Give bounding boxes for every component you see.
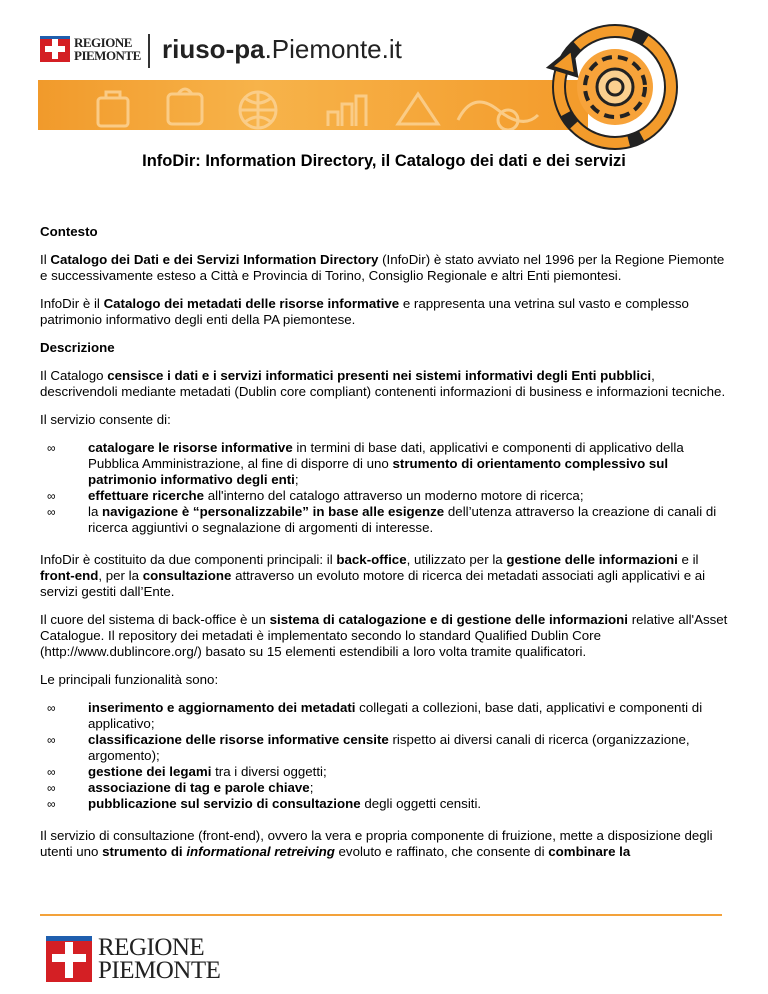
footer-logo-line-2: PIEMONTE: [98, 957, 221, 984]
text: tra i diversi oggetti;: [211, 764, 327, 779]
paragraph-contesto-2: [40, 296, 730, 328]
text: InfoDir è costituito da due componenti principali: il: [40, 552, 337, 567]
heading-descrizione: Descrizione: [40, 340, 115, 355]
bold-text: strumento di: [102, 844, 187, 859]
bold-text: classificazione delle risorse informative censite: [88, 732, 389, 747]
regione-piemonte-logo: [40, 36, 141, 62]
paragraph-descrizione-1: [40, 368, 730, 400]
paragraph-contesto-1: [40, 252, 730, 284]
text: Il servizio di consultazione (front-end), ovvero la vera e propria componente di fruizione, mette a disposizione degli utenti uno: [40, 828, 713, 859]
paragraph-servizio-intro: Il servizio consente di:: [40, 412, 171, 427]
bold-text: gestione delle informazioni: [506, 552, 678, 567]
text: in termini di base dati, applicativi e componenti di applicativo della Pubblica Amministrazione, al fine di disporre di uno: [88, 440, 684, 471]
list-funzionalita: [40, 700, 730, 812]
list-servizio: [40, 440, 730, 536]
bold-text: back-office: [336, 552, 407, 567]
text: attraverso un evoluto motore di ricerca dei metadati associati agli applicativi e ai servizi gestiti dall’Ente.: [40, 568, 706, 599]
list-item: [40, 700, 730, 732]
bold-text: Catalogo dei Dati e dei Servizi Information Directory: [50, 252, 379, 267]
bold-text: front-end: [40, 568, 99, 583]
logo-line-1: REGIONE: [74, 35, 132, 50]
document-title: InfoDir: Information Directory, il Catalogo dei dati e dei servizi: [142, 152, 626, 170]
bold-text: censisce i dati e i servizi informatici presenti nei sistemi informativi degli Enti pubblici: [107, 368, 652, 383]
text: la: [88, 504, 103, 519]
text: ;: [309, 780, 314, 795]
text: ;: [294, 472, 299, 487]
banner-pictograms-icon: [38, 80, 588, 130]
footer-logo-text: [98, 936, 220, 982]
bold-text: strumento di orientamento complessivo sul patrimonio informativo degli enti: [88, 456, 669, 487]
text: Il cuore del sistema di back-office è un: [40, 612, 270, 627]
page-header: [0, 0, 768, 150]
reuse-swirl-icon: [540, 12, 690, 162]
list-item: [40, 504, 730, 536]
site-name: [162, 34, 402, 65]
bold-text: pubblicazione sul servizio di consultazione: [88, 796, 361, 811]
piemonte-flag-icon: [46, 936, 92, 982]
bold-text: Catalogo dei metadati delle risorse informative: [103, 296, 400, 311]
footer-regione-piemonte-logo: [46, 936, 220, 982]
text: degli oggetti censiti.: [360, 796, 482, 811]
list-item: [40, 440, 730, 488]
bold-text: combinare la: [548, 844, 631, 859]
footer-logo-line-1: REGIONE: [98, 934, 205, 961]
list-item: [40, 780, 730, 796]
text: , utilizzato per la: [406, 552, 507, 567]
list-item: [40, 488, 730, 504]
text: evoluto e raffinato, che consente di: [334, 844, 549, 859]
header-banner: [38, 80, 588, 130]
bold-text: navigazione è “personalizzabile” in base alle esigenze: [102, 504, 445, 519]
text: e il: [677, 552, 699, 567]
paragraph-componenti: [40, 552, 730, 600]
text: Il Catalogo: [40, 368, 108, 383]
paragraph-back-office: [40, 612, 730, 660]
logo-line-2: PIEMONTE: [74, 48, 141, 63]
text: , descrivendoli mediante metadati (Dublin core compliant) contenenti informazioni di business e informazioni tecniche.: [40, 368, 726, 399]
bold-text: consultazione: [142, 568, 232, 583]
list-item: [40, 796, 730, 812]
site-name-bold: riuso-pa: [162, 34, 265, 64]
text: dell’utenza attraverso la creazione di canali di ricerca aggiuntivi o segnalazione di argomenti di interesse.: [88, 504, 717, 535]
document-body: [40, 224, 730, 872]
footer-divider: [40, 914, 722, 916]
text: (InfoDir) è stato avviato nel 1996 per la Regione Piemonte e successivamente esteso a Città e Provincia di Torino, Consiglio Regionale e altri Enti piemontesi.: [40, 252, 725, 283]
text: Il: [40, 252, 51, 267]
bold-text: catalogare le risorse informative: [88, 440, 293, 455]
bold-text: inserimento e aggiornamento dei metadati: [88, 700, 356, 715]
text: all'interno del catalogo attraverso un moderno motore di ricerca;: [204, 488, 584, 503]
text: InfoDir è il: [40, 296, 104, 311]
bold-text: effettuare ricerche: [88, 488, 205, 503]
text: rispetto ai diversi canali di ricerca (organizzazione, argomento);: [88, 732, 690, 763]
text: relative all'Asset Catalogue. Il repository dei metadati è implementato secondo lo standard Qualified Dublin Core (http://www.dublincore.org/) basato su 15 elementi estendibili a loro volta tramite qualificatori.: [40, 612, 728, 659]
bold-text: gestione dei legami: [88, 764, 212, 779]
bold-text: associazione di tag e parole chiave: [88, 780, 310, 795]
bold-text: sistema di catalogazione e di gestione delle informazioni: [269, 612, 628, 627]
paragraph-front-end: [40, 828, 730, 860]
list-item: [40, 764, 730, 780]
paragraph-funzionalita-intro: Le principali funzionalità sono:: [40, 672, 219, 687]
bold-italic-text: informational retreiving: [186, 844, 335, 859]
piemonte-flag-icon: [40, 36, 70, 62]
logo-text: [74, 36, 141, 62]
text: , per la: [98, 568, 143, 583]
list-item: [40, 732, 730, 764]
text: collegati a collezioni, base dati, applicativi e componenti di applicativo;: [88, 700, 703, 731]
text: e rappresenta una vetrina sul vasto e complesso patrimonio informativo degli enti della PA piemontese.: [40, 296, 689, 327]
heading-contesto: Contesto: [40, 224, 98, 239]
header-divider: [148, 34, 150, 68]
site-name-rest: .Piemonte.it: [264, 34, 402, 64]
